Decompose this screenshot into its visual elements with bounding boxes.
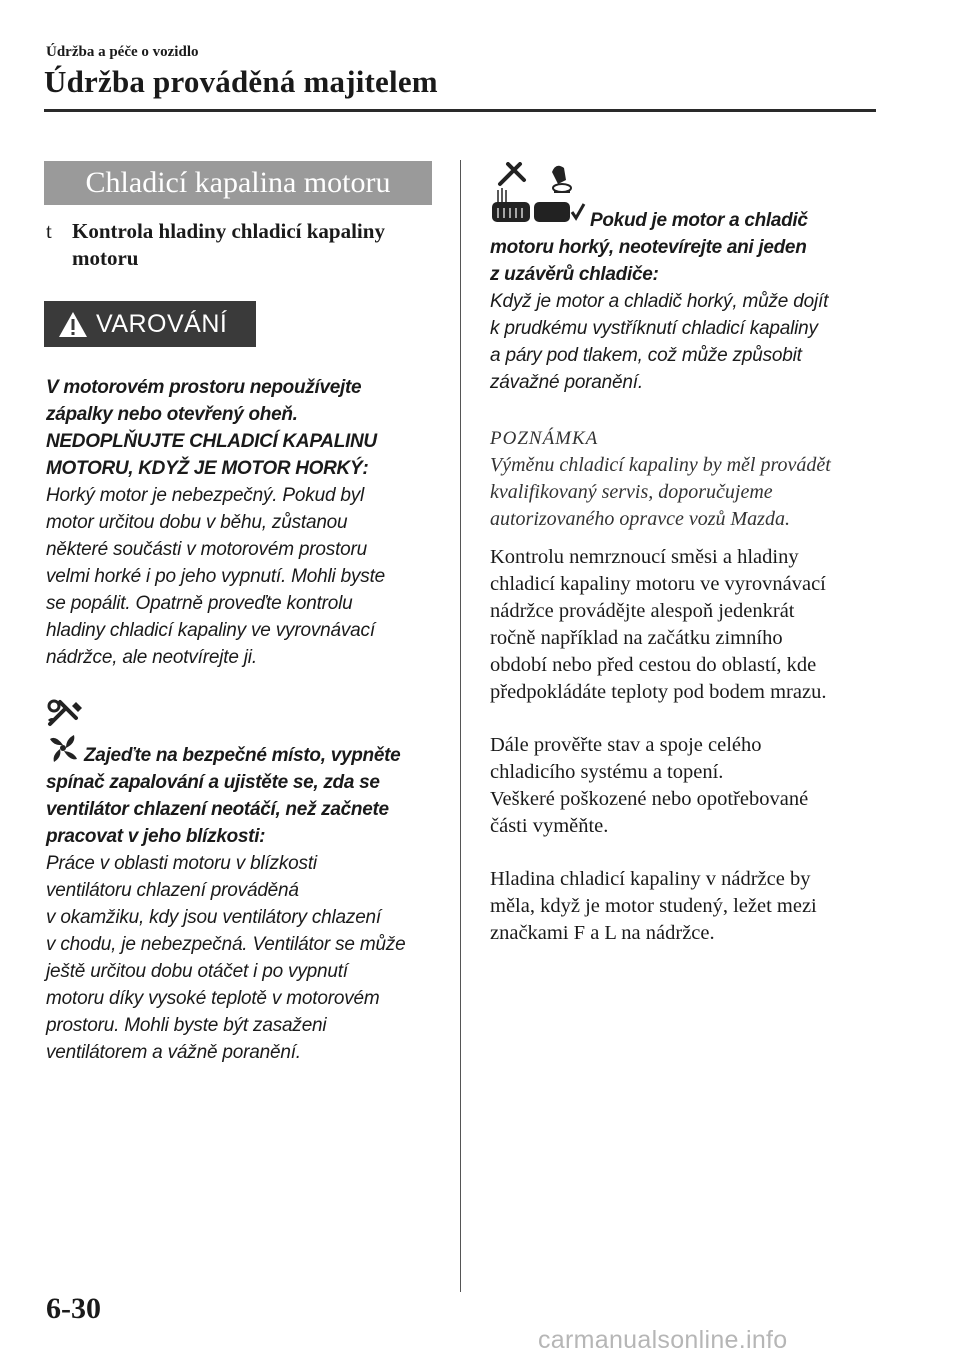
subheading-line-1: Kontrola hladiny chladicí kapaliny xyxy=(72,219,385,243)
warning-bold-line: MOTORU, KDYŽ JE MOTOR HORKÝ: xyxy=(46,458,369,479)
hot-body-line: k prudkému vystříknutí chladicí kapaliny xyxy=(490,318,818,339)
warning-label-box xyxy=(44,301,256,347)
subheading xyxy=(46,218,446,272)
warning-text xyxy=(46,374,446,671)
paragraph-line: Kontrolu nemrznoucí směsi a hladiny xyxy=(490,546,799,568)
wrench-fan-icon xyxy=(46,698,86,728)
header-divider xyxy=(44,109,876,112)
paragraph-line: předpokládáte teploty pod bodem mrazu. xyxy=(490,681,827,703)
fan-body-line: motoru díky vysoké teplotě v motorovém xyxy=(46,988,380,1009)
watermark: carmanualsonline.info xyxy=(538,1326,788,1354)
warning-triangle-icon xyxy=(58,311,88,338)
hot-body-line: závažné poranění. xyxy=(490,372,643,393)
section-title: Chladicí kapalina motoru xyxy=(44,161,432,205)
hot-bold-line: z uzávěrů chladiče: xyxy=(490,264,659,285)
note-line: kvalifikovaný servis, doporučujeme xyxy=(490,481,773,503)
fan-body-line: ještě určitou dobu otáčet i po vypnutí xyxy=(46,961,348,982)
warning-body-line: hladiny chladicí kapaliny ve vyrovnávací xyxy=(46,620,375,641)
hot-bold-line: Pokud je motor a chladič xyxy=(590,210,808,231)
warning-body-line: Horký motor je nebezpečný. Pokud byl xyxy=(46,485,365,506)
hot-body-line: Když je motor a chladič horký, může dojít xyxy=(490,291,829,312)
page-number: 6-30 xyxy=(46,1292,101,1325)
hot-bold-line: motoru horký, neotevírejte ani jeden xyxy=(490,237,807,258)
hot-warning-text xyxy=(490,207,890,396)
subheading-line-2: motoru xyxy=(72,246,139,270)
warning-body-line: některé součásti v motorovém prostoru xyxy=(46,539,368,560)
fan-bold-line: spínač zapalování a ujistěte se, zda se xyxy=(46,772,380,793)
fan-bold-line: pracovat v jeho blízkosti: xyxy=(46,826,266,847)
warning-body-line: motor určitou dobu v běhu, zůstanou xyxy=(46,512,348,533)
note-line: autorizovaného opravce vozů Mazda. xyxy=(490,508,790,530)
warning-body-line: nádržce, ale neotvírejte ji. xyxy=(46,647,257,668)
warning-label: VAROVÁNÍ xyxy=(96,309,228,338)
subheading-bullet: t xyxy=(46,219,52,243)
paragraph-line: Veškeré poškozené nebo opotřebované xyxy=(490,788,809,810)
warning-bold-line: V motorovém prostoru nepoužívejte xyxy=(46,377,362,398)
page-title: Údržba prováděná majitelem xyxy=(44,64,438,99)
hot-body-line: a páry pod tlakem, což může způsobit xyxy=(490,345,802,366)
warning-bold-line: NEDOPLŇUJTE CHLADICÍ KAPALINU xyxy=(46,431,377,452)
fan-body-line: v okamžiku, kdy jsou ventilátory chlazení xyxy=(46,907,382,928)
breadcrumb: Údržba a péče o vozidlo xyxy=(46,44,199,60)
paragraph-line: chladicího systému a topení. xyxy=(490,761,724,783)
note-text xyxy=(490,452,890,533)
paragraph-line: chladicí kapaliny motoru ve vyrovnávací xyxy=(490,573,826,595)
paragraph-line: měla, když je motor studený, ležet mezi xyxy=(490,895,817,917)
paragraph-coolant-level xyxy=(490,866,890,947)
warning-bold-line: zápalky nebo otevřený oheň. xyxy=(46,404,298,425)
fan-body-line: ventilátoru chlazení prováděná xyxy=(46,880,299,901)
paragraph-line: části vyměňte. xyxy=(490,815,609,837)
fan-body-line: prostoru. Mohli byste být zasaženi xyxy=(46,1015,327,1036)
fan-bold-line: ventilátor chlazení neotáčí, než začnete xyxy=(46,799,389,820)
paragraph-line: značkami F a L na nádržce. xyxy=(490,922,715,944)
fan-body-line: Práce v oblasti motoru v blízkosti xyxy=(46,853,317,874)
warning-body-line: velmi horké i po jeho vypnutí. Mohli byste xyxy=(46,566,386,587)
note-title: POZNÁMKA xyxy=(490,428,599,449)
paragraph-line: nádržce provádějte alespoň jedenkrát xyxy=(490,600,795,622)
paragraph-line: ročně například na začátku zimního xyxy=(490,627,783,649)
paragraph-inspection xyxy=(490,544,890,706)
paragraph-system-check xyxy=(490,732,890,840)
column-divider xyxy=(460,160,461,1292)
fan-body-line: ventilátorem a vážně poranění. xyxy=(46,1042,301,1063)
fan-bold-line: Zajeďte na bezpečné místo, vypněte xyxy=(84,745,401,766)
paragraph-line: Hladina chladicí kapaliny v nádržce by xyxy=(490,868,811,890)
paragraph-line: období nebo před cestou do oblastí, kde xyxy=(490,654,817,676)
fan-body-line: v chodu, je nebezpečná. Ventilátor se může xyxy=(46,934,406,955)
paragraph-line: Dále prověřte stav a spoje celého xyxy=(490,734,762,756)
note-line: Výměnu chladicí kapaliny by měl provádět xyxy=(490,454,831,476)
warning-body-line: se popálit. Opatrně proveďte kontrolu xyxy=(46,593,353,614)
fan-warning-text xyxy=(46,742,446,1066)
